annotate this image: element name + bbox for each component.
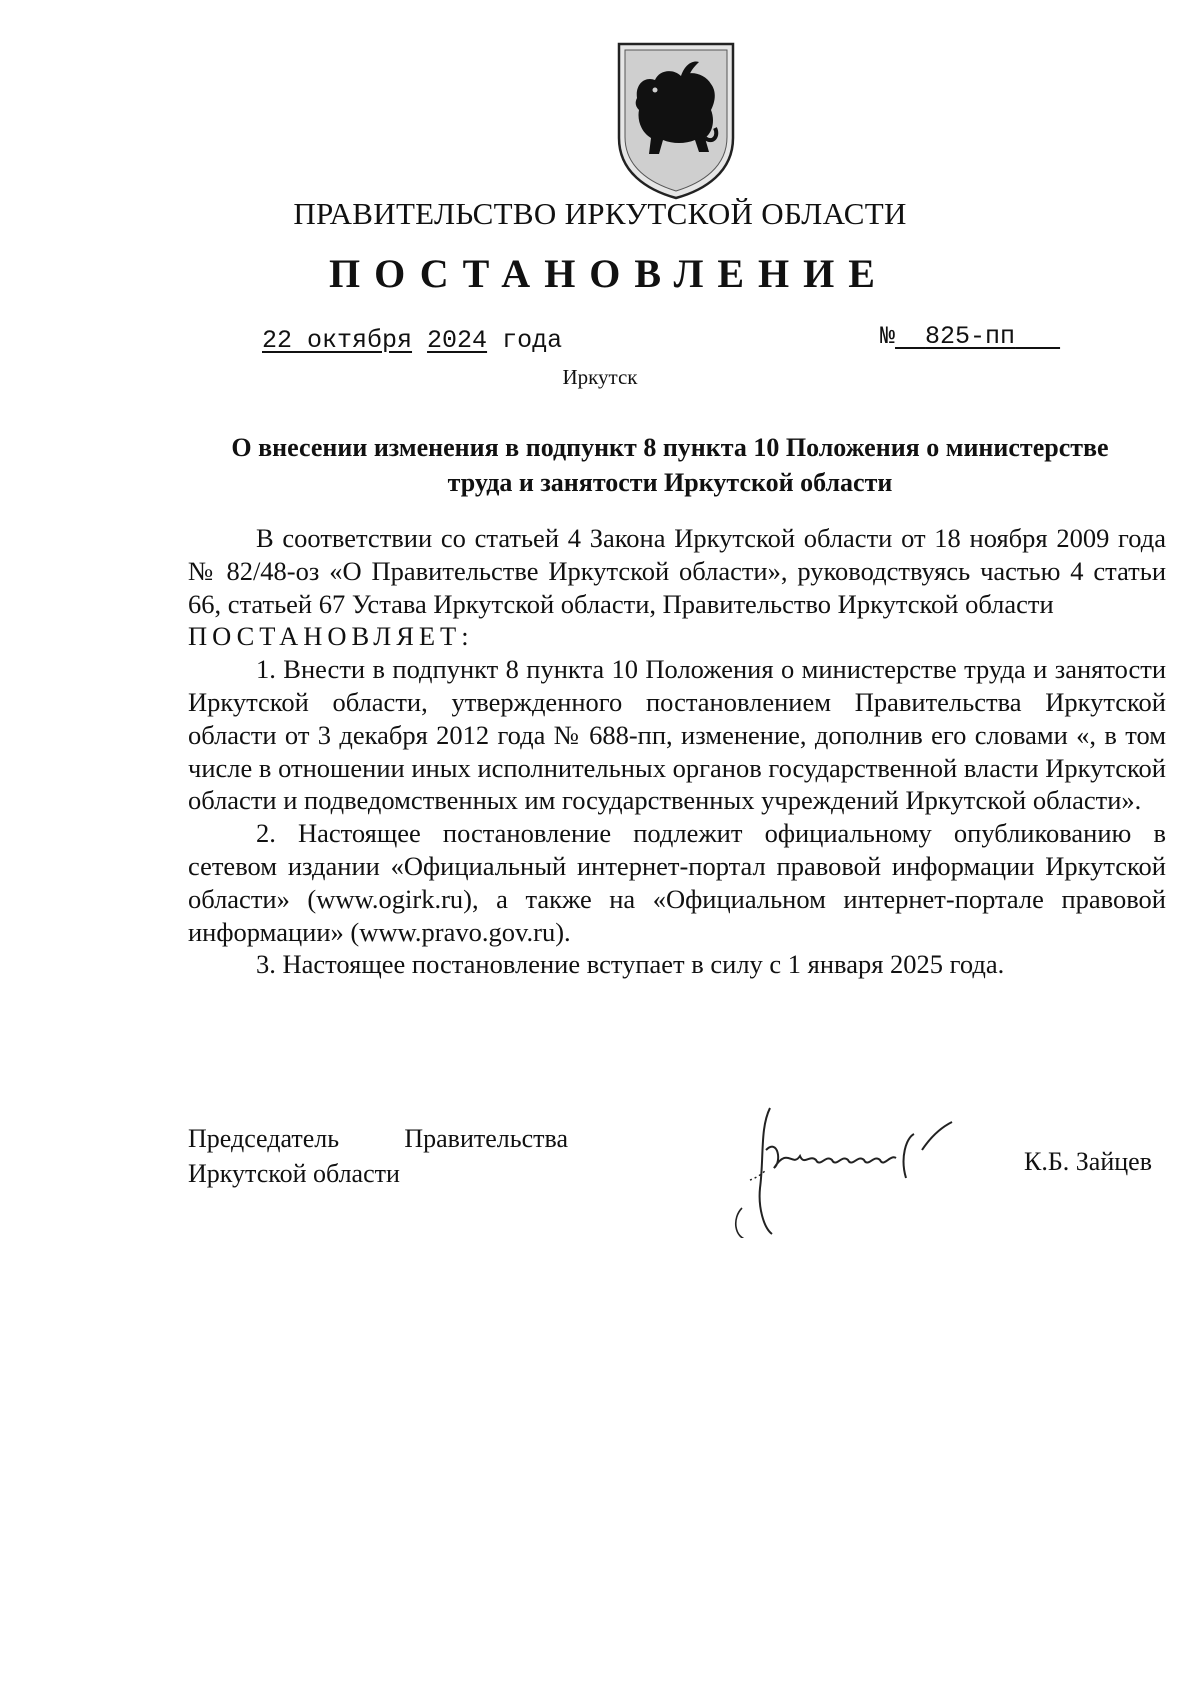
- subject-line: О внесении изменения в подпункт 8 пункта 10 Положения о министерстве: [231, 433, 1109, 462]
- item-paragraph: 3. Настоящее постановление вступает в силу с 1 января 2025 года.: [256, 949, 1005, 980]
- signatory-role-line: Председатель Правительства: [188, 1124, 568, 1153]
- document-date: [262, 326, 562, 355]
- document-subject: [170, 430, 1170, 500]
- number-sign: №: [880, 322, 896, 351]
- date-year: 2024: [427, 326, 488, 355]
- signatory-role-line: Иркутской области: [188, 1159, 400, 1188]
- document-number: [880, 322, 1060, 351]
- preamble-paragraph: В соответствии со статьей 4 Закона Иркутской области от 18 ноября 2009 года № 82/48-оз «О Правительстве Иркутской области», руководствуясь частью 4 статьи 66, статьей 67 Устава Иркутской области, Правительство Иркутской области: [188, 523, 1166, 619]
- item-paragraph: 2. Настоящее постановление подлежит официальному опубликованию в сетевом издании «Официальный интернет-портал правовой информации Иркутской области» (www.ogirk.ru), а также на «Официальном интернет-портале правовой информации» (www.pravo.gov.ru).: [188, 818, 1166, 947]
- date-year-word: года: [502, 326, 563, 355]
- document-body: [188, 522, 1166, 981]
- signatory-name: К.Б. Зайцев: [1024, 1147, 1152, 1176]
- resolves-word: ПОСТАНОВЛЯЕТ:: [188, 621, 474, 652]
- number-value: 825-пп: [925, 322, 1016, 351]
- subject-line: труда и занятости Иркутской области: [447, 468, 893, 497]
- coat-of-arms-icon: [615, 40, 737, 200]
- signatory-role: [188, 1121, 568, 1191]
- date-day-month: 22 октября: [262, 326, 413, 355]
- handwritten-signature: [730, 1098, 980, 1238]
- document-place: Иркутск: [562, 365, 638, 389]
- item-paragraph: 1. Внести в подпункт 8 пункта 10 Положения о министерстве труда и занятости Иркутской области, утвержденного постановлением Правительства Иркутской области от 3 декабря 2012 года № 688-пп, изменение, дополнив его словами «, в том числе в отношении иных исполнительных органов государственной власти Иркутской области и подведомственных им государственных учреждений Иркутской области».: [188, 654, 1166, 816]
- document-type-heading: ПОСТАНОВЛЕНИЕ: [329, 251, 889, 296]
- government-title: ПРАВИТЕЛЬСТВО ИРКУТСКОЙ ОБЛАСТИ: [293, 196, 907, 231]
